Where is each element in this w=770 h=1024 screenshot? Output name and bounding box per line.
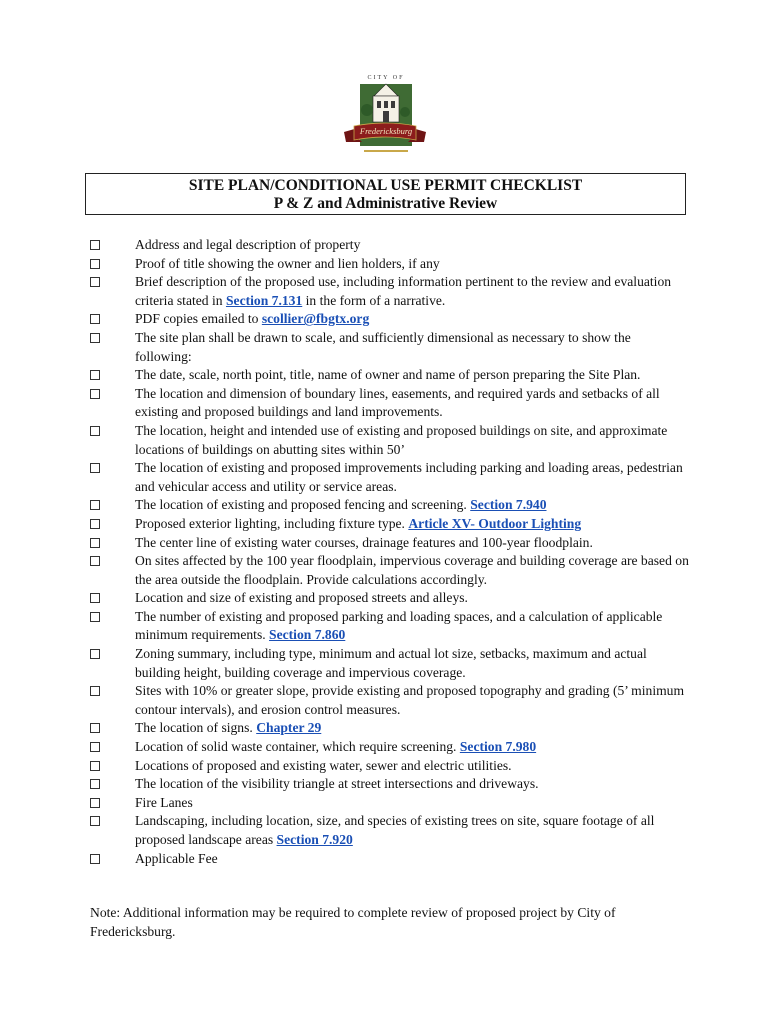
item-label: Location and size of existing and proposed streets and alleys. bbox=[135, 590, 468, 606]
checklist-item bbox=[90, 236, 690, 255]
checklist-item bbox=[90, 310, 690, 329]
checkbox[interactable] bbox=[90, 426, 100, 436]
checkbox[interactable] bbox=[90, 519, 100, 529]
reference-link[interactable]: scollier@fbgtx.org bbox=[261, 311, 370, 327]
checklist-item-text bbox=[135, 589, 690, 608]
checkbox[interactable] bbox=[90, 333, 100, 343]
checklist-item bbox=[90, 385, 690, 422]
city-seal-logo bbox=[340, 70, 430, 162]
page-subtitle: P & Z and Administrative Review bbox=[273, 195, 498, 212]
checklist-item-text bbox=[135, 794, 690, 813]
item-label: Applicable Fee bbox=[135, 850, 218, 866]
checkbox[interactable] bbox=[90, 314, 100, 324]
checkbox[interactable] bbox=[90, 593, 100, 603]
reference-link[interactable]: Section 7.980 bbox=[459, 739, 537, 755]
checklist-item-text bbox=[135, 273, 690, 310]
reference-link[interactable]: Section 7.131 bbox=[225, 292, 303, 308]
checklist-item-text bbox=[135, 738, 690, 757]
checkbox[interactable] bbox=[90, 240, 100, 250]
checklist-item bbox=[90, 850, 690, 869]
checklist-item bbox=[90, 738, 690, 757]
checklist-item-text bbox=[135, 757, 690, 776]
item-label: The location of signs. bbox=[135, 720, 257, 736]
item-label: The location of the visibility triangle at street intersections and driveways. bbox=[135, 776, 539, 792]
item-label: Brief description of the proposed use, including information pertinent to the review and evaluation criteria stated in bbox=[135, 274, 672, 308]
checklist-item-text bbox=[135, 459, 690, 496]
checklist-item-text bbox=[135, 850, 690, 869]
item-label: The location of existing and proposed fencing and screening. bbox=[135, 497, 471, 513]
checkbox[interactable] bbox=[90, 500, 100, 510]
item-label-suffix: in the form of a narrative. bbox=[302, 292, 446, 308]
checkbox[interactable] bbox=[90, 761, 100, 771]
checklist-item-text bbox=[135, 366, 690, 385]
checklist-item bbox=[90, 682, 690, 719]
item-label: Location of solid waste container, which require screening. bbox=[135, 739, 460, 755]
checklist-item bbox=[90, 812, 690, 849]
checkbox[interactable] bbox=[90, 556, 100, 566]
checklist bbox=[90, 236, 690, 868]
checkbox[interactable] bbox=[90, 798, 100, 808]
checklist-item-text bbox=[135, 682, 690, 719]
item-label: The number of existing and proposed parking and loading spaces, and a calculation of applicable minimum requirements. bbox=[135, 608, 663, 643]
checklist-item bbox=[90, 255, 690, 274]
checklist-item bbox=[90, 719, 690, 738]
checklist-item bbox=[90, 589, 690, 608]
title-box bbox=[85, 173, 686, 215]
checklist-item bbox=[90, 775, 690, 794]
item-label: On sites affected by the 100 year floodplain, impervious coverage and building coverage are based on the area outside the floodplain. Provide calculations accordingly. bbox=[135, 553, 689, 587]
item-label: Locations of proposed and existing water, sewer and electric utilities. bbox=[135, 757, 512, 773]
checklist-item bbox=[90, 329, 690, 366]
checkbox[interactable] bbox=[90, 649, 100, 659]
item-label: Sites with 10% or greater slope, provide existing and proposed topography and grading (5’ minimum contour intervals), and erosion control measures. bbox=[135, 683, 685, 717]
checklist-item bbox=[90, 608, 690, 645]
item-label: The site plan shall be drawn to scale, and sufficiently dimensional as necessary to show the following: bbox=[135, 329, 631, 364]
checkbox[interactable] bbox=[90, 389, 100, 399]
checklist-item-text bbox=[135, 496, 690, 515]
reference-link[interactable]: Section 7.860 bbox=[269, 627, 346, 643]
checkbox[interactable] bbox=[90, 854, 100, 864]
logo-banner-text: Fredericksburg bbox=[359, 126, 413, 136]
city-seal-icon bbox=[340, 70, 430, 162]
checklist-item-text bbox=[135, 255, 690, 274]
checklist-item bbox=[90, 459, 690, 496]
checklist-item bbox=[90, 794, 690, 813]
page-title: SITE PLAN/CONDITIONAL USE PERMIT CHECKLIST bbox=[188, 177, 583, 194]
checkbox[interactable] bbox=[90, 686, 100, 696]
checkbox[interactable] bbox=[90, 463, 100, 473]
item-label: Address and legal description of property bbox=[135, 237, 361, 252]
checkbox[interactable] bbox=[90, 259, 100, 269]
checklist-item-text bbox=[135, 775, 690, 794]
checkbox[interactable] bbox=[90, 538, 100, 548]
item-label: PDF copies emailed to bbox=[135, 311, 262, 327]
checkbox[interactable] bbox=[90, 742, 100, 752]
item-label: The location and dimension of boundary lines, easements, and required yards and setbacks of all existing and proposed buildings and land improvements. bbox=[135, 385, 660, 420]
reference-link[interactable]: Chapter 29 bbox=[256, 720, 322, 736]
checklist-item bbox=[90, 645, 690, 682]
checkbox[interactable] bbox=[90, 370, 100, 380]
checklist-item bbox=[90, 534, 690, 553]
checkbox[interactable] bbox=[90, 816, 100, 826]
checkbox[interactable] bbox=[90, 612, 100, 622]
logo-top-text: CITY OF bbox=[367, 75, 405, 81]
checklist-item bbox=[90, 366, 690, 385]
reference-link[interactable]: Section 7.940 bbox=[470, 497, 547, 513]
checklist-item-text bbox=[135, 812, 690, 849]
checkbox[interactable] bbox=[90, 779, 100, 789]
checklist-item-text bbox=[135, 608, 690, 645]
checklist-item-text bbox=[135, 552, 690, 589]
checklist-item-text bbox=[135, 645, 690, 682]
item-label: The center line of existing water courses, drainage features and 100-year floodplain. bbox=[135, 534, 593, 550]
item-label: Proposed exterior lighting, including fixture type. bbox=[135, 515, 409, 531]
checklist-item bbox=[90, 422, 690, 459]
reference-link[interactable]: Article XV- Outdoor Lighting bbox=[408, 515, 582, 531]
checklist-item bbox=[90, 496, 690, 515]
checklist-item-text bbox=[135, 422, 690, 459]
checklist-item-text bbox=[135, 310, 690, 329]
checklist-item-text bbox=[135, 534, 690, 553]
checklist-item-text bbox=[135, 719, 690, 738]
item-label: The location of existing and proposed improvements including parking and loading areas, pedestrian and vehicular access and utility or service areas. bbox=[135, 460, 683, 494]
checkbox[interactable] bbox=[90, 277, 100, 287]
checklist-item-text bbox=[135, 329, 690, 366]
item-label: Proof of title showing the owner and lien holders, if any bbox=[135, 255, 440, 271]
checklist-item-text bbox=[135, 385, 690, 422]
item-label: The location, height and intended use of existing and proposed buildings on site, and approximate locations of buildings on abutting sites within 50’ bbox=[135, 422, 668, 457]
checklist-item bbox=[90, 515, 690, 534]
item-label: Zoning summary, including type, minimum and actual lot size, setbacks, maximum and actual building height, building coverage and impervious coverage. bbox=[135, 646, 647, 680]
item-label: Fire Lanes bbox=[135, 794, 193, 810]
checklist-item bbox=[90, 273, 690, 310]
item-label: The date, scale, north point, title, name of owner and name of person preparing the Site Plan. bbox=[135, 367, 641, 383]
checklist-item-text bbox=[135, 236, 690, 255]
checklist-item bbox=[90, 757, 690, 776]
checklist-item bbox=[90, 552, 690, 589]
item-label: Landscaping, including location, size, and species of existing trees on site, square footage of all proposed landscape areas bbox=[135, 813, 655, 847]
footer-note: Note: Additional information may be required to complete review of proposed project by City of Fredericksburg. bbox=[90, 905, 616, 939]
reference-link[interactable]: Section 7.920 bbox=[276, 832, 353, 847]
checklist-item-text bbox=[135, 515, 690, 534]
checkbox[interactable] bbox=[90, 723, 100, 733]
